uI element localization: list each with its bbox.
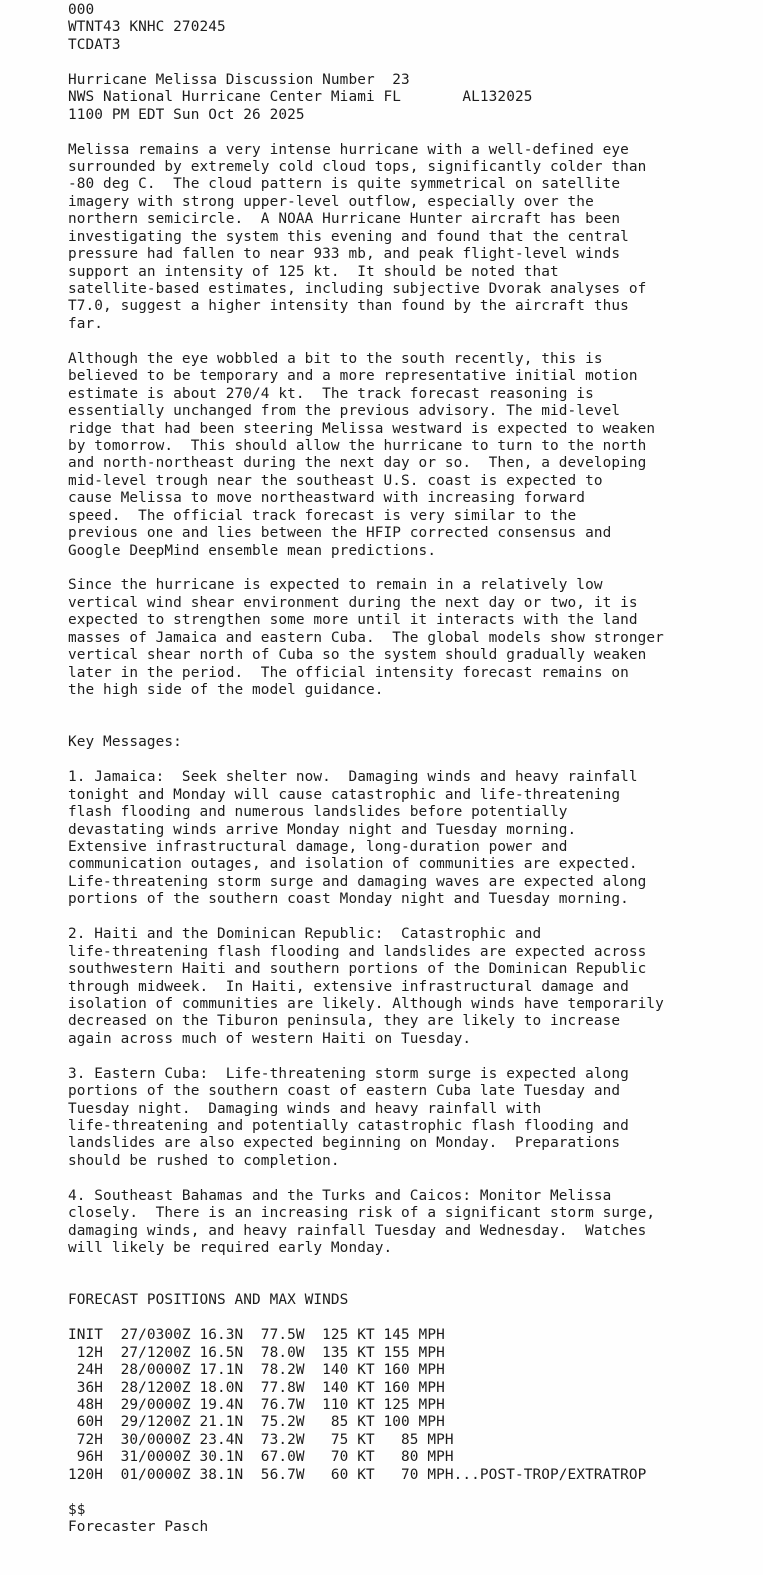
issue-time: 1100 PM EDT Sun Oct 26 2025	[68, 106, 305, 123]
text-line: flash flooding and numerous landslides before potentially	[68, 804, 568, 821]
header-code-line: 000	[68, 2, 95, 18]
text-line: portions of the southern coast of eastern Cuba late Tuesday and	[68, 1083, 621, 1100]
forecaster-signature: Forecaster Pasch	[68, 1519, 209, 1536]
text-line: 1. Jamaica: Seek shelter now. Damaging winds and heavy rainfall	[68, 769, 638, 786]
text-line: T7.0, suggest a higher intensity than found by the aircraft thus	[68, 298, 629, 315]
forecast-row: 72H 30/0000Z 23.4N 73.2W 75 KT 85 MPH	[68, 1431, 454, 1448]
text-line: Although the eye wobbled a bit to the south recently, this is	[68, 350, 603, 367]
blank-line	[68, 1048, 758, 1065]
discussion-title: Hurricane Melissa Discussion Number 23	[68, 71, 410, 88]
text-line: should be rushed to completion.	[68, 1152, 340, 1169]
text-line: tonight and Monday will cause catastrophic and life-threatening	[68, 786, 621, 803]
text-line: through midweek. In Haiti, extensive infrastructural damage and	[68, 978, 629, 995]
blank-line	[68, 560, 758, 577]
text-line: cause Melissa to move northeastward with increasing forward	[68, 490, 586, 507]
text-line: masses of Jamaica and eastern Cuba. The global models show stronger	[68, 629, 664, 646]
text-line: imagery with strong upper-level outflow, especially over the	[68, 193, 594, 210]
text-line: and north-northeast during the next day or so. Then, a developing	[68, 455, 647, 472]
text-line: devastating winds arrive Monday night and Tuesday morning.	[68, 821, 577, 838]
text-line: 2. Haiti and the Dominican Republic: Catastrophic and	[68, 926, 542, 943]
text-line: Melissa remains a very intense hurricane with a well-defined eye	[68, 141, 629, 158]
text-line: damaging winds, and heavy rainfall Tuesday and Wednesday. Watches	[68, 1222, 647, 1239]
forecast-row: 120H 01/0000Z 38.1N 56.7W 60 KT 70 MPH...POST-TROP/EXTRATROP	[68, 1466, 647, 1483]
text-line: by tomorrow. This should allow the hurricane to turn to the north	[68, 437, 647, 454]
text-line: isolation of communities are likely. Although winds have temporarily	[68, 995, 664, 1012]
forecast-row: 60H 29/1200Z 21.1N 75.2W 85 KT 100 MPH	[68, 1414, 445, 1431]
text-line: previous one and lies between the HFIP corrected consensus and	[68, 525, 612, 542]
key-message-haiti-dr	[68, 926, 758, 1048]
text-line: speed. The official track forecast is very similar to the	[68, 507, 577, 524]
text-line: far.	[68, 315, 104, 332]
blank-line	[68, 54, 758, 71]
header-wmo-line: WTNT43 KNHC 270245	[68, 19, 226, 36]
text-line: landslides are also expected beginning on Monday. Preparations	[68, 1135, 621, 1152]
text-line: closely. There is an increasing risk of a significant storm surge,	[68, 1205, 656, 1222]
forecast-row: INIT 27/0300Z 16.3N 77.5W 125 KT 145 MPH	[68, 1327, 445, 1344]
text-line: northern semicircle. A NOAA Hurricane Hunter aircraft has been	[68, 211, 621, 228]
blank-line	[68, 717, 758, 734]
text-line: 3. Eastern Cuba: Life-threatening storm surge is expected along	[68, 1065, 629, 1082]
paragraph-track	[68, 351, 758, 560]
header-product-line: TCDAT3	[68, 36, 121, 53]
text-line: -80 deg C. The cloud pattern is quite symmetrical on satellite	[68, 176, 621, 193]
text-line: later in the period. The official intensity forecast remains on	[68, 664, 629, 681]
text-line: decreased on the Tiburon peninsula, they are likely to increase	[68, 1013, 621, 1030]
key-message-eastern-cuba	[68, 1066, 758, 1171]
text-line: again across much of western Haiti on Tuesday.	[68, 1030, 472, 1047]
key-message-jamaica	[68, 769, 758, 909]
blank-line	[68, 124, 758, 141]
blank-line	[68, 1275, 758, 1292]
text-line: portions of the southern coast Monday night and Tuesday morning.	[68, 891, 629, 908]
paragraph-intensity	[68, 142, 758, 334]
blank-line	[68, 700, 758, 717]
text-line: Tuesday night. Damaging winds and heavy rainfall with	[68, 1100, 542, 1117]
forecast-table	[68, 1327, 758, 1484]
blank-line	[68, 1484, 758, 1501]
forecast-heading: FORECAST POSITIONS AND MAX WINDS	[68, 1292, 349, 1309]
blank-line	[68, 1310, 758, 1327]
blank-line	[68, 333, 758, 350]
text-line: communication outages, and isolation of communities are expected.	[68, 856, 638, 873]
text-line: support an intensity of 125 kt. It should be noted that	[68, 263, 559, 280]
issuing-office: NWS National Hurricane Center Miami FL AL132025	[68, 89, 533, 106]
blank-line	[68, 909, 758, 926]
text-line: Since the hurricane is expected to remain in a relatively low	[68, 577, 603, 594]
text-line: the high side of the model guidance.	[68, 682, 384, 699]
blank-line	[68, 752, 758, 769]
text-line: essentially unchanged from the previous advisory. The mid-level	[68, 403, 621, 420]
text-line: 4. Southeast Bahamas and the Turks and Caicos: Monitor Melissa	[68, 1187, 612, 1204]
text-line: expected to strengthen some more until it interacts with the land	[68, 612, 638, 629]
text-line: vertical shear north of Cuba so the system should gradually weaken	[68, 647, 647, 664]
text-line: mid-level trough near the southeast U.S. coast is expected to	[68, 472, 603, 489]
text-line: Life-threatening storm surge and damaging waves are expected along	[68, 873, 647, 890]
forecast-row: 24H 28/0000Z 17.1N 78.2W 140 KT 160 MPH	[68, 1362, 445, 1379]
forecast-row: 96H 31/0000Z 30.1N 67.0W 70 KT 80 MPH	[68, 1449, 454, 1466]
key-messages-heading: Key Messages:	[68, 734, 182, 751]
text-line: satellite-based estimates, including subjective Dvorak analyses of	[68, 281, 647, 297]
forecast-row: 48H 29/0000Z 19.4N 76.7W 110 KT 125 MPH	[68, 1397, 445, 1413]
key-message-bahamas-turks-caicos	[68, 1188, 758, 1258]
text-line: life-threatening flash flooding and landslides are expected across	[68, 943, 647, 960]
text-line: pressure had fallen to near 933 mb, and peak flight-level winds	[68, 246, 621, 263]
text-line: life-threatening and potentially catastrophic flash flooding and	[68, 1118, 629, 1134]
blank-line	[68, 1258, 758, 1275]
discussion-document	[68, 2, 758, 1537]
text-line: southwestern Haiti and southern portions of the Dominican Republic	[68, 961, 647, 978]
text-line: ridge that had been steering Melissa westward is expected to weaken	[68, 420, 656, 437]
forecast-row: 36H 28/1200Z 18.0N 77.8W 140 KT 160 MPH	[68, 1379, 445, 1396]
text-line: estimate is about 270/4 kt. The track forecast reasoning is	[68, 385, 594, 402]
text-line: believed to be temporary and a more representative initial motion	[68, 368, 638, 385]
text-line: will likely be required early Monday.	[68, 1240, 393, 1257]
text-line: Extensive infrastructural damage, long-duration power and	[68, 839, 568, 855]
text-line: vertical wind shear environment during the next day or two, it is	[68, 594, 638, 611]
text-line: Google DeepMind ensemble mean predictions.	[68, 542, 437, 559]
text-line: investigating the system this evening and found that the central	[68, 228, 629, 245]
forecast-row: 12H 27/1200Z 16.5N 78.0W 135 KT 155 MPH	[68, 1344, 445, 1361]
paragraph-intensity-forecast	[68, 577, 758, 699]
text-line: surrounded by extremely cold cloud tops, significantly colder than	[68, 158, 647, 175]
blank-line	[68, 1170, 758, 1187]
end-marker: $$	[68, 1501, 86, 1518]
